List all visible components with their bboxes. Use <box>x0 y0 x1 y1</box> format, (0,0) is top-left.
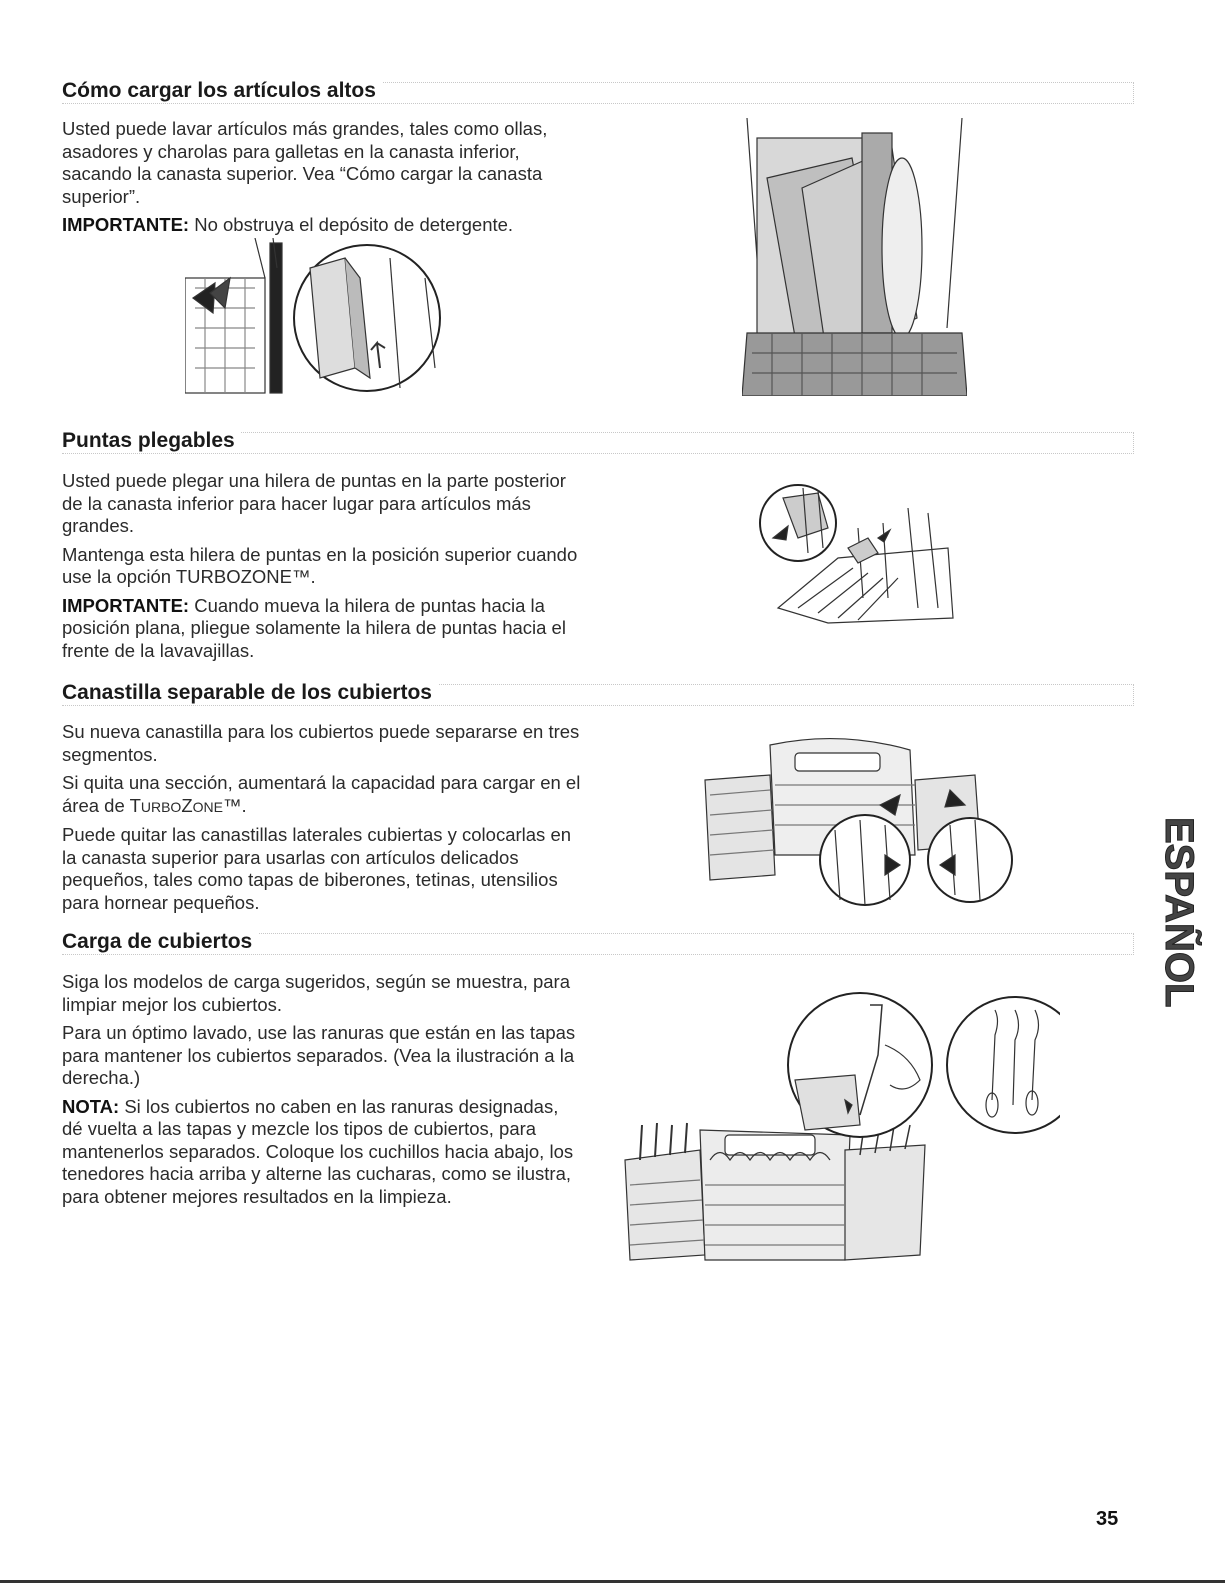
footer-rule <box>0 1580 1225 1583</box>
important-note: IMPORTANTE: Cuando mueva la hilera de puntas hacia la posición plana, pliegue solamente la hilera de puntas hacia el frente de la lavavajillas. <box>62 594 566 661</box>
section-title-tall-items: Cómo cargar los artículos altos <box>62 74 1134 108</box>
section-title-silverware-loading: Carga de cubiertos <box>62 925 1134 959</box>
page-number: 35 <box>1096 1508 1119 1530</box>
section-body-silverware-loading <box>62 971 582 1214</box>
section-title-folding-tines: Puntas plegables <box>62 424 1134 458</box>
paragraph: Siga los modelos de carga sugeridos, según se muestra, para limpiar mejor los cubiertos. <box>62 971 571 1015</box>
paragraph: Su nueva canastilla para los cubiertos puede separarse en tres segmentos. <box>62 721 580 765</box>
silverware-loading-illustration <box>620 985 1060 1270</box>
paragraph: Usted puede lavar artículos más grandes, tales como ollas, asadores y charolas para galletas en la canasta inferior, sacando la canasta superior. Vea “Cómo cargar la canasta superior”. <box>62 118 548 207</box>
paragraph: Mantenga esta hilera de puntas en la posición superior cuando use la opción TURBOZONE™. <box>62 543 578 587</box>
tall-items-rack-illustration <box>742 118 967 396</box>
section-title-removable-basket: Canastilla separable de los cubiertos <box>62 676 1134 710</box>
important-note: IMPORTANTE: No obstruya el depósito de detergente. <box>62 214 514 235</box>
section-body-tall-items <box>62 118 582 243</box>
paragraph: Puede quitar las canastillas laterales cubiertas y colocarlas en la canasta superior para usarlas con artículos delicados pequeños, tales como tapas de biberones, tetinas, utensilios para hornear pequeños. <box>62 824 572 913</box>
removable-basket-illustration <box>700 735 1015 910</box>
section-body-removable-basket <box>62 721 582 920</box>
language-side-tab <box>1152 815 1204 1060</box>
side-tab-label: ESPAÑOL <box>1157 817 1201 1008</box>
paragraph: Si quita una sección, aumentará la capacidad para cargar en el área de TURBOZONE™. <box>62 772 581 816</box>
paragraph: Usted puede plegar una hilera de puntas en la parte posterior de la canasta inferior para hacer lugar para artículos más grandes. <box>62 470 566 536</box>
note: NOTA: Si los cubiertos no caben en las ranuras designadas, dé vuelta a las tapas y mezcle los tipos de cubiertos, para mantenerlos separados. Coloque los cuchillos hacia abajo, los tenedores hacia arriba y alterne las cucharas, como se ilustra, para obtener mejores resultados en la limpieza. <box>62 1095 574 1207</box>
paragraph: Para un óptimo lavado, use las ranuras que están en las tapas para mantener los cubiertos separados. (Vea la ilustración a la derecha.) <box>62 1022 576 1088</box>
section-body-folding-tines <box>62 470 582 668</box>
detergent-dispenser-illustration <box>185 238 455 400</box>
folding-tines-illustration <box>758 478 958 628</box>
